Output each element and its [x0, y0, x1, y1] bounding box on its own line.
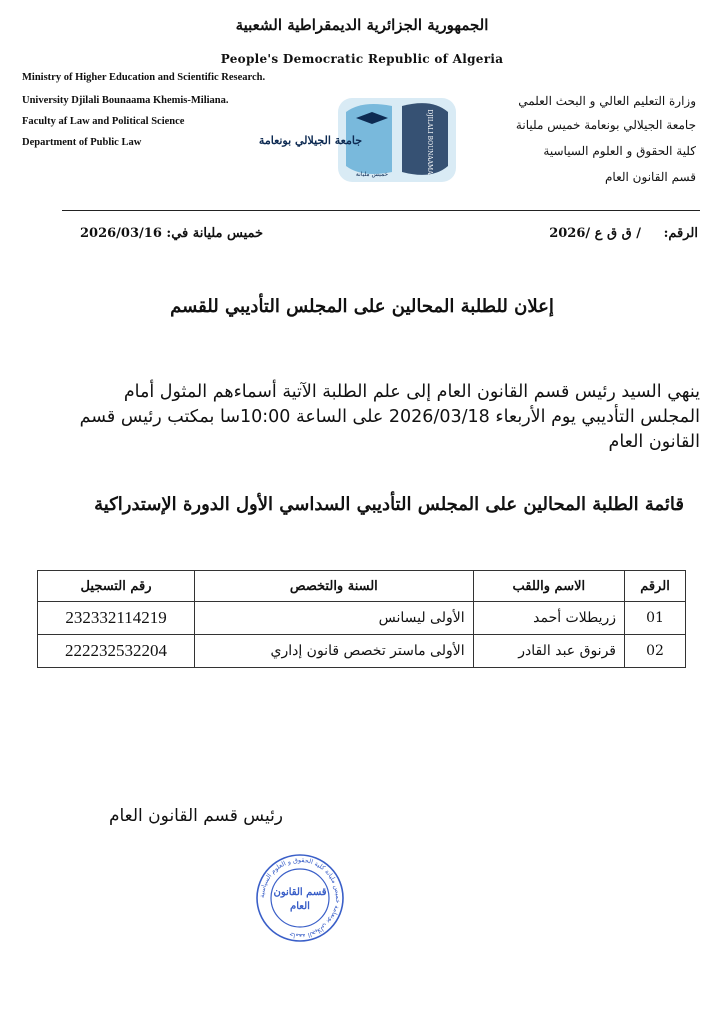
table-row — [38, 635, 686, 668]
table-header-row — [38, 571, 686, 602]
country-name-arabic: الجمهورية الجزائرية الديمقراطية الشعبية — [235, 16, 489, 34]
ministry-en: Ministry of Higher Education and Scientific Research. — [22, 72, 266, 83]
header-name: الاسم واللقب — [473, 571, 624, 602]
list-title: قائمة الطلبة المحالين على المجلس التأديبي السداسي الأول الدورة الإستدراكية — [94, 494, 684, 515]
stamp-ring-text: جامعة الجيلالي بونعامة خميس مليانة كلية الحقوق و العلوم السياسية — [257, 855, 343, 941]
logo-arabic-text: جامعة الجيلالي بونعامة — [258, 134, 362, 147]
student-year-specialty: الأولى ماستر تخصص قانون إداري — [195, 635, 474, 668]
announcement-text: ينهي السيد رئيس قسم القانون العام إلى علم الطلبة الآتية أسماءهم المثول أمام المجلس التأديبي يوم الأربعاء 2026/03/18 على الساعة 10:00سا بمكتب رئيس قسم القانون العام — [79, 382, 700, 452]
students-table — [37, 570, 686, 668]
student-name: قرنوق عبد القادر — [473, 635, 624, 668]
student-year-specialty: الأولى ليسانس — [195, 602, 474, 635]
student-name: زريطلات أحمد — [473, 602, 624, 635]
reference-number — [549, 226, 698, 241]
signature-title: رئيس قسم القانون العام — [108, 806, 284, 826]
stamp-center-line-2: العام — [290, 901, 310, 912]
issue-date — [80, 226, 263, 241]
registration-number: 222232532204 — [38, 635, 195, 668]
ministry-ar: وزارة التعليم العالي و البحث العلمي — [518, 94, 696, 108]
university-ar: جامعة الجيلالي بونعامة خميس مليانة — [515, 118, 696, 132]
header-divider — [62, 210, 700, 211]
faculty-ar: كلية الحقوق و العلوم السياسية — [543, 144, 696, 158]
row-number: 01 — [625, 602, 686, 635]
row-number: 02 — [625, 635, 686, 668]
reference-label: الرقم: — [663, 226, 698, 241]
header-year-specialty: السنة والتخصص — [195, 571, 474, 602]
department-en: Department of Public Law — [22, 137, 142, 148]
header-registration: رقم التسجيل — [38, 571, 195, 602]
stamp-center-line-1: قسم القانون — [273, 887, 327, 898]
department-stamp — [254, 852, 346, 944]
country-name-english: People's Democratic Republic of Algeria — [220, 52, 504, 66]
logo-small-text: خميس مليانة — [355, 171, 389, 178]
reference-value: / ق ق ع /2026 — [549, 226, 641, 241]
university-en: University Djilali Bounaama Khemis-Miliana. — [22, 95, 229, 106]
table-row — [38, 602, 686, 635]
document-title: إعلان للطلبة المحالين على المجلس التأديبي للقسم — [170, 296, 554, 317]
header-number: الرقم — [625, 571, 686, 602]
date-value: 2026/03/16 — [80, 226, 162, 241]
registration-number: 232332114219 — [38, 602, 195, 635]
department-ar: قسم القانون العام — [605, 170, 696, 184]
faculty-en: Faculty af Law and Political Science — [22, 116, 185, 127]
university-logo — [258, 92, 462, 188]
date-label: خميس مليانة في: — [166, 226, 264, 241]
logo-latin-text: DJILALI BOUNAAMA — [426, 109, 433, 175]
